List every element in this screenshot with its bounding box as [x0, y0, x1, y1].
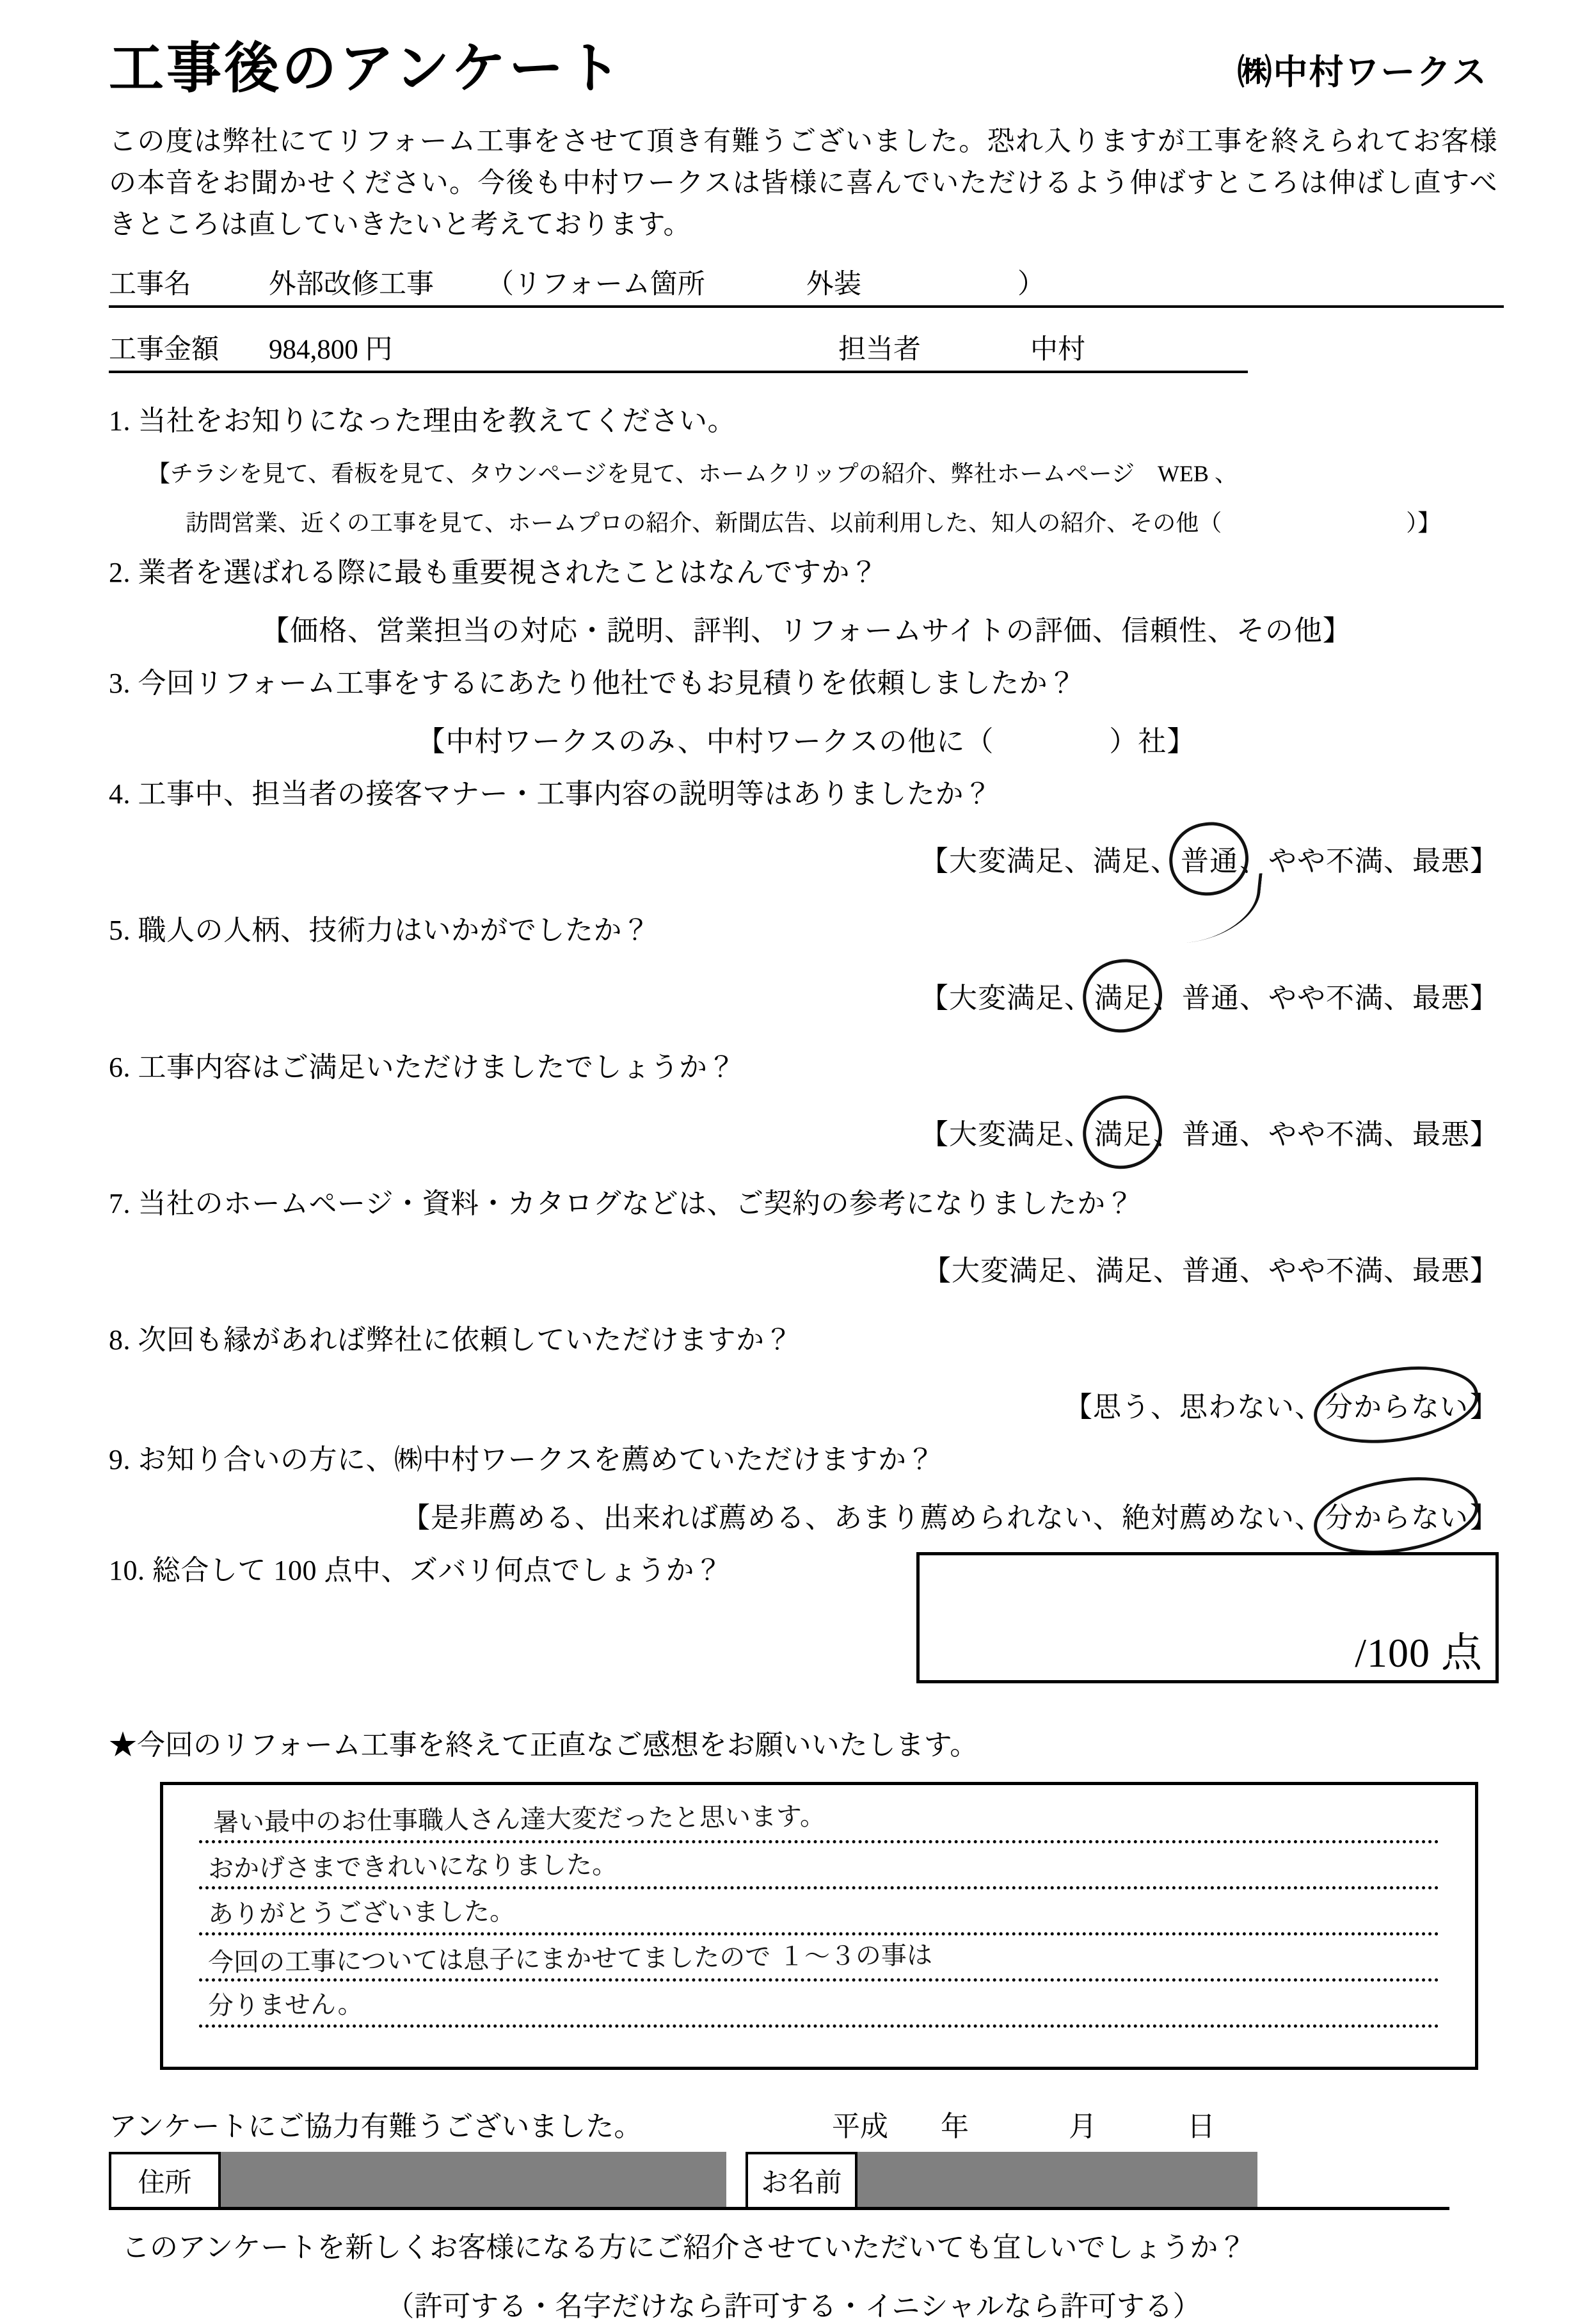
- thanks-text: アンケートにご協力有難うございました。: [109, 2111, 642, 2143]
- question-1-options-line1[interactable]: 【チラシを見て、看板を見て、タウンページを見て、ホームクリップの紹介、弊社ホームページ WEB 、: [147, 460, 1238, 486]
- question-5-scale[interactable]: 【大変満足、満足、普通、やや不満、最悪】: [109, 975, 1504, 1016]
- comment-line: ありがとうございました。: [207, 1896, 516, 1930]
- question-9-number: 9.: [109, 1444, 131, 1476]
- question-5-number: 5.: [109, 915, 131, 947]
- questions-section: [96, 403, 1504, 1684]
- company-name: ㈱中村ワークス: [1237, 52, 1488, 92]
- question-3-text: 今回リフォーム工事をするにあたり他社でもお見積りを依頼しましたか？: [138, 668, 1076, 700]
- scale-option-selected[interactable]: 分からない: [1323, 1495, 1470, 1535]
- scale-option[interactable]: 満足: [1093, 845, 1151, 878]
- charge-value: 中村: [1030, 334, 1085, 365]
- question-6-number: 6.: [109, 1051, 131, 1083]
- question-9-scale[interactable]: 【是非薦める、出来れば薦める、あまり薦められない、絶対薦めない、分からない】: [109, 1495, 1504, 1535]
- address-value-redacted[interactable]: [221, 2152, 726, 2207]
- amount-value: 984,800 円: [269, 334, 393, 365]
- question-1-options-line2[interactable]: 訪問営業、近くの工事を見て、ホームプロの紹介、新聞広告、以前利用した、知人の紹介、その他（ ）】: [186, 509, 1441, 536]
- question-7-text: 当社のホームページ・資料・カタログなどは、ご契約の参考になりましたか？: [138, 1187, 1135, 1219]
- question-8-text: 次回も縁があれば弊社に依頼していただけますか？: [138, 1324, 793, 1356]
- question-1-number: 1.: [109, 405, 131, 437]
- score-input-box[interactable]: [916, 1552, 1499, 1683]
- month-label: 月: [1069, 2111, 1097, 2143]
- scale-option[interactable]: 普通: [1182, 1118, 1240, 1150]
- comment-line: 分りません。: [207, 1990, 363, 2021]
- score-suffix-label: /100 点: [1355, 1630, 1483, 1676]
- question-5: [109, 912, 1504, 949]
- question-6-text: 工事内容はご満足いただけましたでしょうか？: [138, 1051, 736, 1083]
- question-8-scale[interactable]: 【思う、思わない、分からない】: [109, 1384, 1504, 1425]
- scale-option-selected[interactable]: 満足: [1093, 1111, 1153, 1152]
- charge-label: 担当者: [838, 334, 921, 365]
- reform-location-value: 外装: [806, 269, 861, 300]
- comment-line: おかげさまできれいになりました。: [207, 1850, 618, 1884]
- question-4-scale[interactable]: 【大変満足、満足、普通、やや不満、最悪】: [109, 838, 1504, 879]
- scale-option[interactable]: 絶対薦めない: [1122, 1502, 1295, 1534]
- scale-option[interactable]: 最悪: [1412, 845, 1470, 878]
- comment-box[interactable]: [160, 1782, 1478, 2070]
- question-3: [109, 665, 1504, 701]
- question-10-text: 総合して 100 点中、ズバリ何点でしょうか？: [152, 1555, 723, 1587]
- customer-name-label: お名前: [746, 2152, 857, 2207]
- reform-location-close: ）: [1017, 269, 1045, 300]
- question-2: [109, 554, 1504, 591]
- scale-option-selected[interactable]: 満足: [1093, 975, 1153, 1016]
- question-1: [109, 403, 1504, 439]
- scale-option[interactable]: 出来れば薦める: [603, 1502, 805, 1534]
- scale-option[interactable]: 満足: [1096, 1254, 1153, 1286]
- question-3-options[interactable]: 【中村ワークスのみ、中村ワークスの他に（ ）社】: [417, 726, 1196, 758]
- rule-line: [199, 1932, 1439, 1935]
- question-4-text: 工事中、担当者の接客マナー・工事内容の説明等はありましたか？: [138, 778, 993, 810]
- question-10: [109, 1552, 1504, 1683]
- question-4-number: 4.: [109, 778, 131, 810]
- question-10-text-wrap: [109, 1552, 723, 1589]
- project-info: [96, 259, 1504, 373]
- era-label: 平成: [832, 2111, 888, 2143]
- scale-option[interactable]: 最悪: [1412, 1118, 1470, 1150]
- scale-option[interactable]: 思わない: [1179, 1391, 1295, 1423]
- thanks-row: [109, 2103, 1504, 2144]
- scale-option[interactable]: やや不満: [1268, 845, 1384, 878]
- question-8-number: 8.: [109, 1324, 131, 1356]
- scale-option[interactable]: 大変満足: [949, 845, 1064, 878]
- scale-option-selected[interactable]: 普通: [1179, 838, 1240, 879]
- rule-line: [199, 1978, 1439, 1982]
- scale-option[interactable]: 思う: [1093, 1391, 1151, 1423]
- page-title: 工事後のアンケート: [109, 38, 624, 99]
- project-amount-row: [109, 325, 1248, 373]
- question-4: [109, 776, 1504, 812]
- comment-prompt: ★今回のリフォーム工事を終えて正直なご感想をお願いいたします。: [109, 1729, 978, 1761]
- scale-option[interactable]: やや不満: [1268, 982, 1384, 1014]
- question-6-scale[interactable]: 【大変満足、満足、普通、やや不満、最悪】: [109, 1111, 1504, 1152]
- project-name-value: 外部改修工事: [269, 269, 434, 300]
- rule-line: [199, 1886, 1439, 1889]
- consent-question: このアンケートを新しくお客様になる方にご紹介させていただいても宜しいでしょうか？: [122, 2232, 1247, 2264]
- address-label: 住所: [109, 2152, 221, 2207]
- question-9-text: お知り合いの方に、㈱中村ワークスを薦めていただけますか？: [138, 1444, 936, 1476]
- question-2-text: 業者を選ばれる際に最も重要視されたことはなんですか？: [138, 556, 879, 588]
- year-label: 年: [941, 2111, 969, 2143]
- scale-option[interactable]: 最悪: [1412, 982, 1470, 1014]
- intro-paragraph: この度は弊社にてリフォーム工事をさせて頂き有難うございました。恐れ入りますが工事を終えられてお客様の本音をお聞かせください。今後も中村ワークスは皆様に喜んでいただけるよう伸ばすところは伸ばし直すべきところは直していきたいと考えております。: [109, 126, 1497, 241]
- question-7-scale[interactable]: 【大変満足、満足、普通、やや不満、最悪】: [923, 1254, 1499, 1286]
- scale-option[interactable]: 普通: [1182, 1254, 1240, 1286]
- scale-option[interactable]: あまり薦められない: [834, 1502, 1093, 1534]
- rule-line: [199, 1840, 1439, 1843]
- scale-option[interactable]: 大変満足: [949, 1118, 1064, 1150]
- comment-line: 暑い最中のお仕事職人さん達大変だったと思います。: [212, 1802, 826, 1838]
- customer-name-redacted[interactable]: [857, 2152, 1257, 2207]
- question-9: [109, 1441, 1504, 1478]
- scale-option[interactable]: やや不満: [1268, 1254, 1384, 1286]
- document-header: [96, 38, 1504, 99]
- scale-option[interactable]: やや不満: [1268, 1118, 1384, 1150]
- table-tail: [1257, 2152, 1449, 2207]
- amount-label: 工事金額: [109, 334, 219, 365]
- question-6: [109, 1049, 1504, 1086]
- question-10-number: 10.: [109, 1555, 145, 1587]
- footer-section: [96, 2103, 1504, 2324]
- scale-option-selected[interactable]: 分からない: [1323, 1384, 1470, 1425]
- reform-location-label: （リフォーム箇所: [486, 269, 705, 300]
- table-gap: [726, 2152, 746, 2207]
- comment-line: 今回の工事については息子にまかせてましたので １〜３の事は: [207, 1941, 933, 1978]
- consent-options[interactable]: （許可する・名字だけなら許可する・イニシャルなら許可する）: [386, 2291, 1201, 2323]
- question-8: [109, 1322, 1504, 1358]
- scale-option[interactable]: 是非薦める: [431, 1502, 575, 1534]
- day-label: 日: [1187, 2111, 1215, 2143]
- scale-option[interactable]: 大変満足: [949, 982, 1064, 1014]
- question-5-text: 職人の人柄、技術力はいかがでしたか？: [138, 915, 651, 947]
- question-1-text: 当社をお知りになった理由を教えてください。: [138, 405, 736, 437]
- project-name-label: 工事名: [109, 269, 191, 300]
- scale-option[interactable]: 最悪: [1412, 1254, 1470, 1286]
- question-7-number: 7.: [109, 1187, 131, 1219]
- survey-sheet: [96, 38, 1504, 2324]
- question-2-options[interactable]: 【価格、営業担当の対応・説明、評判、リフォームサイトの評価、信頼性、その他】: [261, 615, 1352, 647]
- scale-option[interactable]: 大変満足: [952, 1254, 1067, 1286]
- scale-option[interactable]: 普通: [1182, 982, 1240, 1014]
- project-name-row: [109, 259, 1504, 308]
- question-7: [109, 1185, 1504, 1222]
- rule-line: [199, 2024, 1439, 2028]
- question-3-number: 3.: [109, 668, 131, 700]
- contact-table: [109, 2152, 1449, 2210]
- question-2-number: 2.: [109, 556, 131, 588]
